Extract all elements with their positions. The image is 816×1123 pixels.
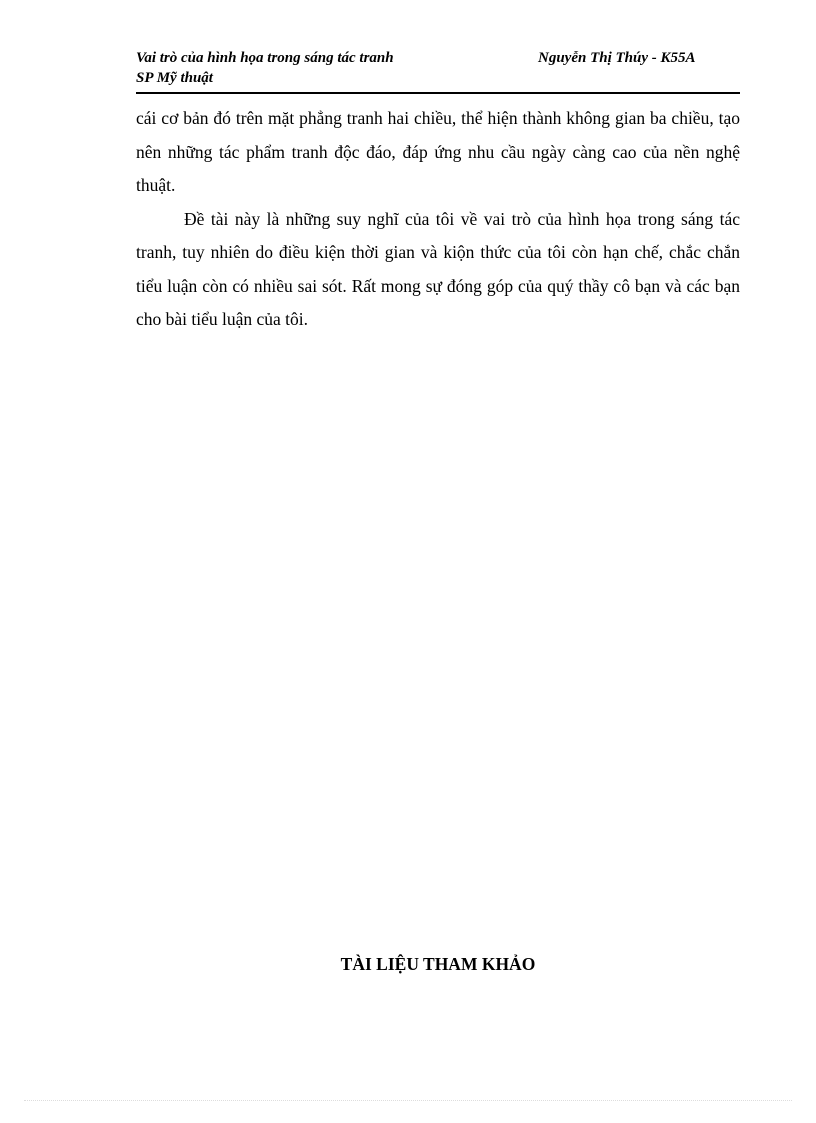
header-document-title: [136, 48, 496, 88]
references-heading: TÀI LIỆU THAM KHẢO: [340, 954, 536, 974]
paragraph-continuation: cái cơ bản đó trên mặt phẳng tranh hai chiều, thể hiện thành không gian ba chiều, tạo nên những tác phẩm tranh độc đáo, đáp ứng nhu cầu ngày càng cao của nền nghệ thuật.: [136, 108, 740, 195]
header-title-line-2: SP Mỹ thuật: [136, 70, 213, 86]
paragraph-conclusion: Đề tài này là những suy nghĩ của tôi về vai trò của hình họa trong sáng tác tranh, tuy nhiên do điều kiện thời gian và kiộn thức của tôi còn hạn chế, chắc chắn tiểu luận còn có nhiều sai sót. Rất mong sự đóng góp của quý thầy cô bạn và các bạn cho bài tiểu luận của tôi.: [136, 208, 740, 329]
body-text: [136, 102, 740, 337]
page-bottom-divider: [24, 1100, 792, 1101]
header-author: Nguyễn Thị Thúy - K55A: [538, 50, 696, 66]
page-header: [136, 48, 740, 94]
header-title-line-1: Vai trò của hình họa trong sáng tác tranh: [136, 50, 394, 66]
